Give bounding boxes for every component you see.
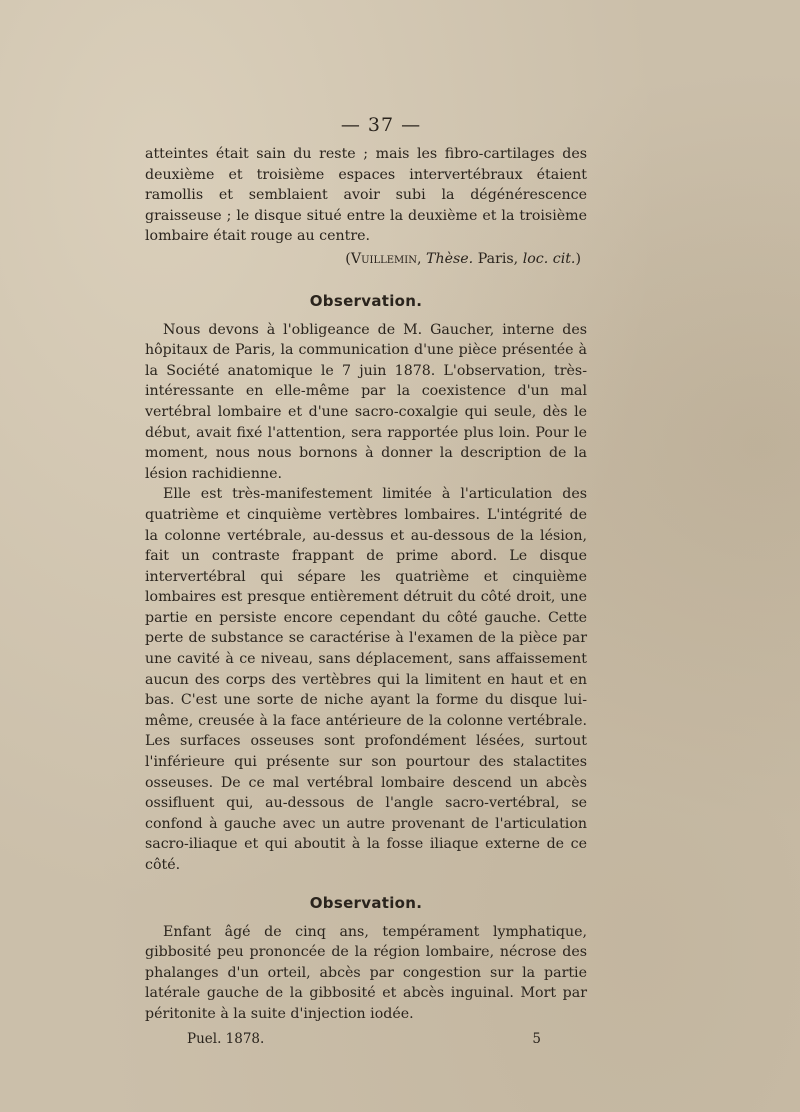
footer-signature: Puel. 1878. bbox=[187, 1030, 265, 1047]
observation-2-title: Observation. bbox=[309, 893, 423, 912]
footer-sheet-number: 5 bbox=[532, 1030, 541, 1047]
citation-open: ( bbox=[345, 250, 351, 267]
opening-paragraph: atteintes était sain du reste ; mais les fibro-cartilages des deuxième et troisième espaces intervertébraux étaient ramollis et semblaient avoir subi la dégénérescence graisseuse ; le disque situé entre la deuxième et la troisième lombaire était rouge au centre. bbox=[145, 146, 587, 245]
observation-1-paragraph-2: Elle est très-manifestement limitée à l'articulation des quatrième et cinquième vertèbres lombaires. L'intégrité de la colonne vertébrale, au-dessus et au-dessous de la lésion, fait un contraste frappant de prime abord. Le disque intervertébral qui sépare les quatrième et cinquième lombaires est presque entièrement détruit du côté droit, une partie en persiste encore cependant du côté gauche. Cette perte de substance se caractérise à l'examen de la pièce par une cavité à ce niveau, sans déplacement, sans affaissement aucun des corps des vertèbres qui la limitent en haut et en bas. C'est une sorte de niche ayant la forme du disque lui-même, creusée à la face antérieure de la colonne vertébrale. Les surfaces osseuses sont profondément lésées, surtout l'inférieure qui présente sur son pourtour des stalactites osseuses. De ce mal vertébral lombaire descend un abcès ossifluent qui, au-dessous de l'angle sacro-vertébral, se confond à gauche avec un autre provenant de l'articulation sacro-iliaque et qui aboutit à la fosse iliaque externe de ce côté. bbox=[145, 486, 587, 873]
citation bbox=[145, 249, 587, 270]
citation-close: ) bbox=[575, 250, 581, 267]
observation-1-paragraph-1: Nous devons à l'obligeance de M. Gaucher, interne des hôpitaux de Paris, la communication d'une pièce présentée à la Société anatomique le 7 juin 1878. L'observation, très-intéressante en elle-même par la coexistence d'un mal vertébral lombaire et d'une sacro-coxalgie qui seule, dès le début, avait fixé l'attention, sera rapportée plus loin. Pour le moment, nous nous bornons à donner la description de la lésion rachidienne. bbox=[145, 321, 587, 482]
observation-1-title: Observation. bbox=[309, 291, 423, 310]
observation-2-paragraph-1: Enfant âgé de cinq ans, tempérament lymphatique, gibbosité peu prononcée de la région lombaire, nécrose des phalanges d'un orteil, abcès par congestion sur la partie latérale gauche de la gibbosité et abcès inguinal. Mort par péritonite à la suite d'injection iodée. bbox=[145, 923, 587, 1022]
book-page bbox=[145, 114, 587, 1047]
page-number: — 37 — bbox=[340, 114, 422, 136]
citation-ref: loc. cit. bbox=[522, 250, 576, 267]
citation-author: Vuillemin, bbox=[350, 250, 422, 267]
citation-place: Paris, bbox=[477, 250, 519, 267]
citation-work: Thèse. bbox=[426, 250, 474, 267]
page-footer bbox=[145, 1031, 587, 1047]
